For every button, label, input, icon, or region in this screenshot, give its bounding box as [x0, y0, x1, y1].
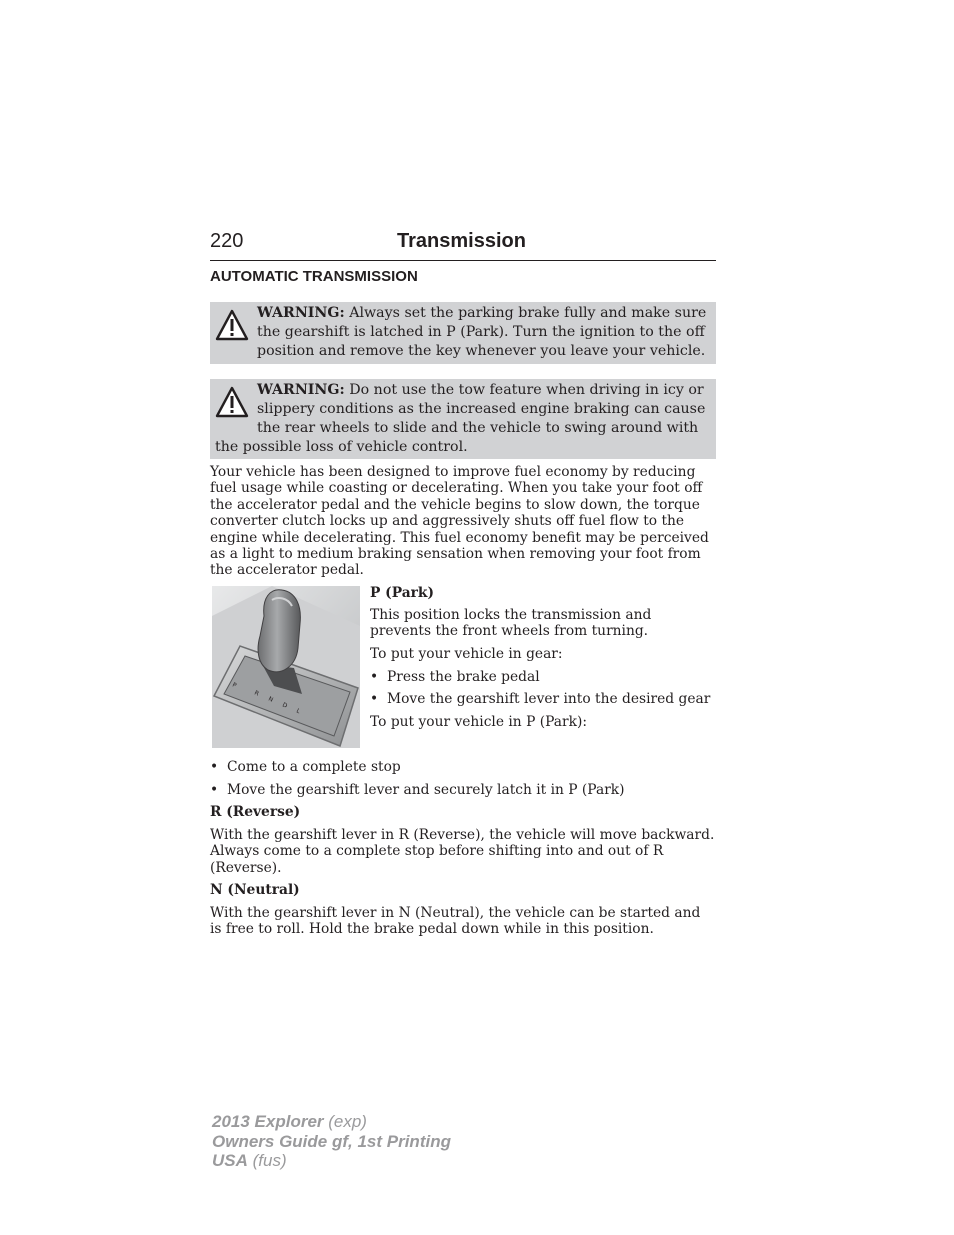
warning-box-parking: [210, 302, 716, 364]
list-item: • Move the gearshift lever into the desired gear: [370, 691, 711, 707]
page-header: [210, 230, 716, 261]
gate-letter-r: R: [253, 689, 260, 698]
neutral-description: With the gearshift lever in N (Neutral), the vehicle can be started and is free to roll. Hold the brake pedal down while in this position.: [210, 905, 701, 938]
list-item: • Move the gearshift lever and securely latch it in P (Park): [210, 782, 625, 798]
neutral-heading: N (Neutral): [210, 882, 300, 898]
warning-label: WARNING:: [257, 305, 345, 321]
chapter-title: Transmission: [397, 230, 526, 252]
reverse-description: With the gearshift lever in R (Reverse), the vehicle will move backward. Always come to a complete stop before shifting into and out of R (Reverse).: [210, 827, 715, 876]
page-number: 220: [210, 230, 244, 252]
gate-letter-l: L: [295, 707, 302, 716]
footer-line-model: 2013 Explorer (exp): [212, 1112, 367, 1131]
reverse-heading: R (Reverse): [210, 804, 301, 820]
list-item: • Press the brake pedal: [370, 669, 540, 685]
in-gear-intro: To put your vehicle in gear:: [370, 646, 563, 662]
section-title: AUTOMATIC TRANSMISSION: [210, 268, 418, 285]
footer-line-guide: Owners Guide gf, 1st Printing: [212, 1131, 451, 1151]
to-park-intro: To put your vehicle in P (Park):: [370, 714, 587, 730]
list-item: • Come to a complete stop: [210, 759, 401, 775]
gate-letter-n: N: [267, 695, 275, 704]
gate-letter-d: D: [281, 701, 289, 710]
park-description: This position locks the transmission and prevents the front wheels from turning.: [370, 607, 652, 640]
warning-box-tow: [210, 379, 716, 459]
warning-text: Do not use the tow feature when driving in icy or slippery conditions as the increased engine braking can cause the rear wheels to slide and the vehicle to swing around with the possible loss of vehicle control.: [215, 382, 706, 455]
gearshift-illustration: [212, 586, 360, 748]
intro-paragraph: Your vehicle has been designed to improve fuel economy by reducing fuel usage while coasting or decelerating. When you take your foot off the accelerator pedal and the vehicle begins to slow down, the torque converter clutch locks up and aggressively shuts off fuel flow to the engine while decelerating. This fuel economy benefit may be perceived as a light to medium braking sensation when removing your foot from the accelerator pedal.: [210, 464, 709, 579]
warning-label: WARNING:: [257, 382, 345, 398]
footer-line-region: USA (fus): [212, 1151, 287, 1170]
warning-triangle-icon: [215, 308, 249, 344]
park-heading: P (Park): [370, 585, 435, 601]
gate-letter-p: P: [231, 681, 238, 690]
warning-triangle-icon: [215, 385, 249, 421]
warning-text: Always set the parking brake fully and make sure the gearshift is latched in P (Park). Turn the ignition to the off position and remove the key whenever you leave your vehicle.: [257, 305, 707, 359]
page-footer: [212, 1112, 451, 1171]
